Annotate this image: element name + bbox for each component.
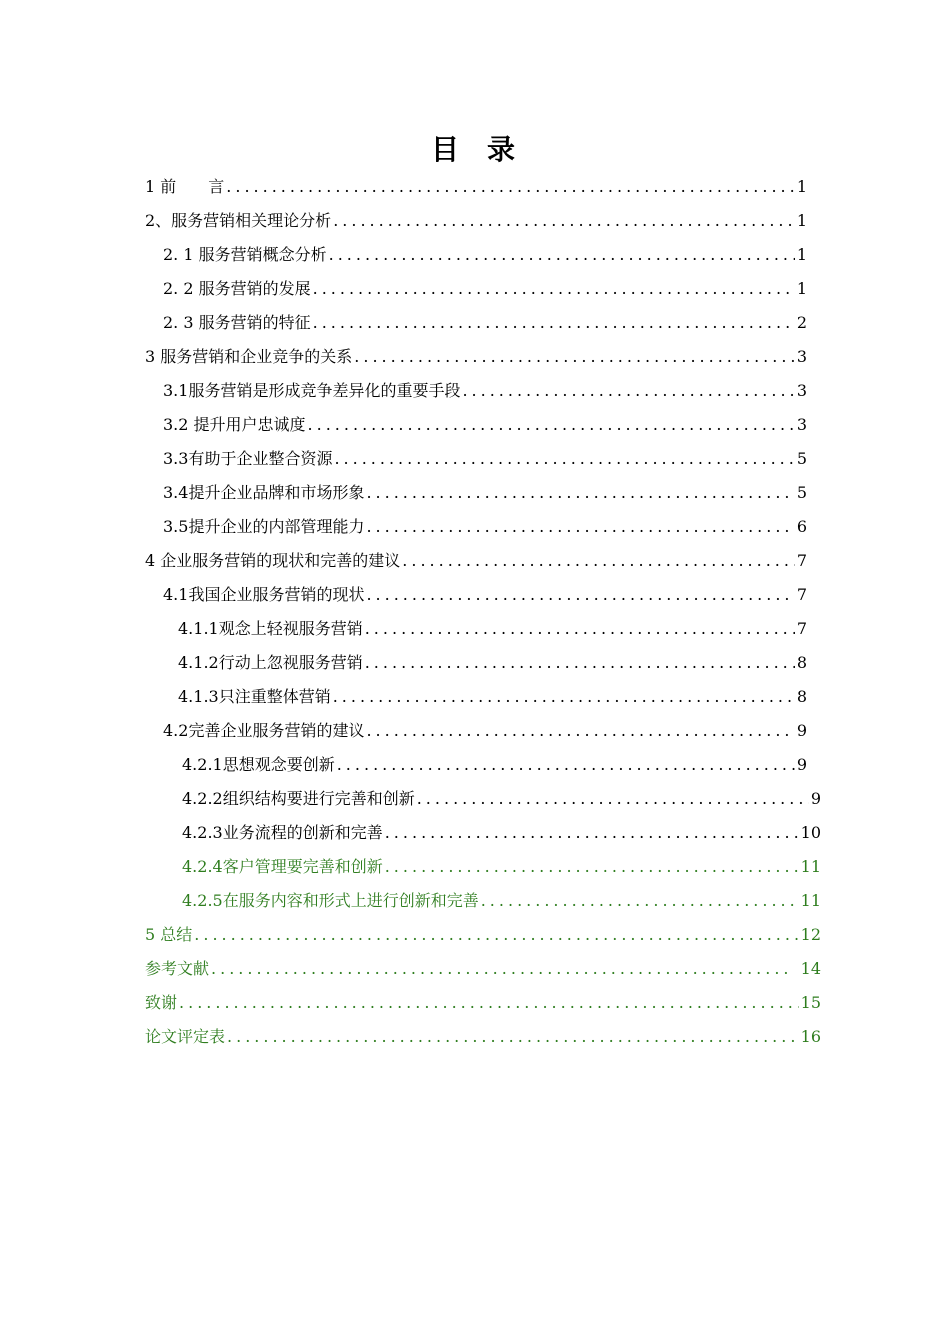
- toc-entry-label: 2. 2 服务营销的发展: [163, 279, 311, 298]
- toc-leader: [194, 918, 798, 952]
- toc-entry-3-2[interactable]: [163, 408, 807, 442]
- toc-leader: [179, 986, 799, 1020]
- toc-page-number: 9: [810, 789, 821, 808]
- toc-page-number: 7: [796, 585, 807, 604]
- toc-page-number: 8: [796, 653, 807, 672]
- toc-page-number: 8: [796, 687, 807, 706]
- toc-entry-label: 论文评定表: [145, 1027, 226, 1046]
- toc-leader: [481, 884, 799, 918]
- toc-page-number: 1: [796, 211, 807, 230]
- toc-entry-references[interactable]: [145, 952, 821, 986]
- toc-page-number: 5: [796, 483, 807, 502]
- toc-entry-acknowledgements[interactable]: [145, 986, 821, 1020]
- toc-entry-label: 2、服务营销相关理论分析: [145, 211, 332, 230]
- toc-entry-label: 4.2.4客户管理要完善和创新: [182, 857, 383, 876]
- toc-leader: [417, 782, 809, 816]
- toc-entry-4-2-5[interactable]: [182, 884, 821, 918]
- toc-entry-4[interactable]: [145, 544, 807, 578]
- toc-leader: [365, 612, 795, 646]
- toc-entry-label: 2. 1 服务营销概念分析: [163, 245, 327, 264]
- toc-page-number: 11: [800, 891, 821, 910]
- toc-entry-2-3[interactable]: [163, 306, 807, 340]
- toc-leader: [366, 714, 794, 748]
- toc-leader: [402, 544, 795, 578]
- toc-entry-3[interactable]: [145, 340, 807, 374]
- toc-entry-4-1-1[interactable]: [178, 612, 807, 646]
- toc-page-number: 1: [796, 245, 807, 264]
- toc-entry-preface[interactable]: [145, 170, 807, 204]
- toc-entry-label: 4.2完善企业服务营销的建议: [163, 721, 365, 740]
- toc-entry-label: 5 总结: [145, 925, 193, 944]
- toc-leader: [366, 510, 794, 544]
- toc-leader: [337, 748, 795, 782]
- toc-page-number: 3: [796, 347, 807, 366]
- toc-entry-label: 4 企业服务营销的现状和完善的建议: [145, 551, 401, 570]
- toc-leader: [333, 680, 795, 714]
- toc-entry-3-5[interactable]: [163, 510, 807, 544]
- toc-entry-2[interactable]: [145, 204, 807, 238]
- toc-title-char-2: 录: [487, 133, 520, 166]
- toc-leader: [313, 306, 795, 340]
- toc-entry-label: 致谢: [145, 993, 178, 1012]
- toc-entry-label: 参考文献: [145, 959, 210, 978]
- toc-entry-label: 4.1我国企业服务营销的现状: [163, 585, 365, 604]
- toc-leader: [211, 952, 791, 986]
- toc-leader: [334, 442, 794, 476]
- toc-entry-4-2-3[interactable]: [182, 816, 821, 850]
- toc-page-number: 9: [796, 755, 807, 774]
- toc-page-number: 9: [796, 721, 807, 740]
- toc-entry-3-3[interactable]: [163, 442, 807, 476]
- toc-leader: [329, 238, 795, 272]
- toc-entry-label: 4.2.5在服务内容和形式上进行创新和完善: [182, 891, 479, 910]
- toc-entry-4-1[interactable]: [163, 578, 807, 612]
- toc-page-number: 7: [796, 619, 807, 638]
- toc-entry-label: 4.1.2行动上忽视服务营销: [178, 653, 363, 672]
- toc-page-number: 6: [796, 517, 807, 536]
- toc-entry-label: 2. 3 服务营销的特征: [163, 313, 311, 332]
- toc-entry-2-2[interactable]: [163, 272, 807, 306]
- toc-entry-4-2[interactable]: [163, 714, 807, 748]
- toc-page-number: 3: [796, 381, 807, 400]
- toc-leader: [366, 476, 794, 510]
- toc-leader: [462, 374, 794, 408]
- toc-page-number: 12: [800, 925, 821, 944]
- toc-entry-4-2-2[interactable]: [182, 782, 821, 816]
- toc-leader: [385, 816, 799, 850]
- toc-entry-5[interactable]: [145, 918, 821, 952]
- toc-entry-label: 4.1.3只注重整体营销: [178, 687, 331, 706]
- toc-entry-3-1[interactable]: [163, 374, 807, 408]
- toc-entry-label: 4.2.3业务流程的创新和完善: [182, 823, 383, 842]
- toc-entry-4-1-3[interactable]: [178, 680, 807, 714]
- toc-page-number: 14: [800, 959, 821, 978]
- toc-entry-label: 3.1服务营销是形成竞争差异化的重要手段: [163, 381, 461, 400]
- toc-page-number: 5: [796, 449, 807, 468]
- toc-page-number: 1: [796, 177, 807, 196]
- toc-entry-label: 4.1.1观念上轻视服务营销: [178, 619, 363, 638]
- toc-entry-4-1-2[interactable]: [178, 646, 807, 680]
- toc-page-number: 15: [800, 993, 821, 1012]
- toc-page-number: 1: [796, 279, 807, 298]
- toc-page-number: 10: [800, 823, 821, 842]
- toc-leader: [365, 646, 795, 680]
- toc-leader: [333, 204, 795, 238]
- toc-leader: [226, 170, 795, 204]
- toc-entry-2-1[interactable]: [163, 238, 807, 272]
- toc-entry-label: 1 前 言: [145, 177, 225, 196]
- toc-leader: [366, 578, 794, 612]
- toc-title: [0, 130, 950, 170]
- toc-page-number: 7: [796, 551, 807, 570]
- toc-page-number: 16: [800, 1027, 821, 1046]
- toc-page-number: 3: [796, 415, 807, 434]
- toc-leader: [354, 340, 795, 374]
- toc-leader: [313, 272, 795, 306]
- toc-page-number: 2: [796, 313, 807, 332]
- toc-entry-3-4[interactable]: [163, 476, 807, 510]
- toc-entry-label: 3 服务营销和企业竞争的关系: [145, 347, 353, 366]
- toc-entry-label: 4.2.1思想观念要创新: [182, 755, 335, 774]
- toc-entry-4-2-1[interactable]: [182, 748, 807, 782]
- toc-entry-4-2-4[interactable]: [182, 850, 821, 884]
- toc-page-number: 11: [800, 857, 821, 876]
- toc-entry-evaluation-form[interactable]: [145, 1020, 821, 1054]
- toc-entry-label: 3.3有助于企业整合资源: [163, 449, 333, 468]
- toc-leader: [227, 1020, 799, 1054]
- toc-entry-label: 3.5提升企业的内部管理能力: [163, 517, 365, 536]
- toc-entry-label: 3.2 提升用户忠诚度: [163, 415, 306, 434]
- toc-leader: [308, 408, 795, 442]
- toc-leader: [385, 850, 799, 884]
- toc-title-char-1: 目: [430, 133, 463, 166]
- toc-entry-label: 3.4提升企业品牌和市场形象: [163, 483, 365, 502]
- toc-entry-label: 4.2.2组织结构要进行完善和创新: [182, 789, 415, 808]
